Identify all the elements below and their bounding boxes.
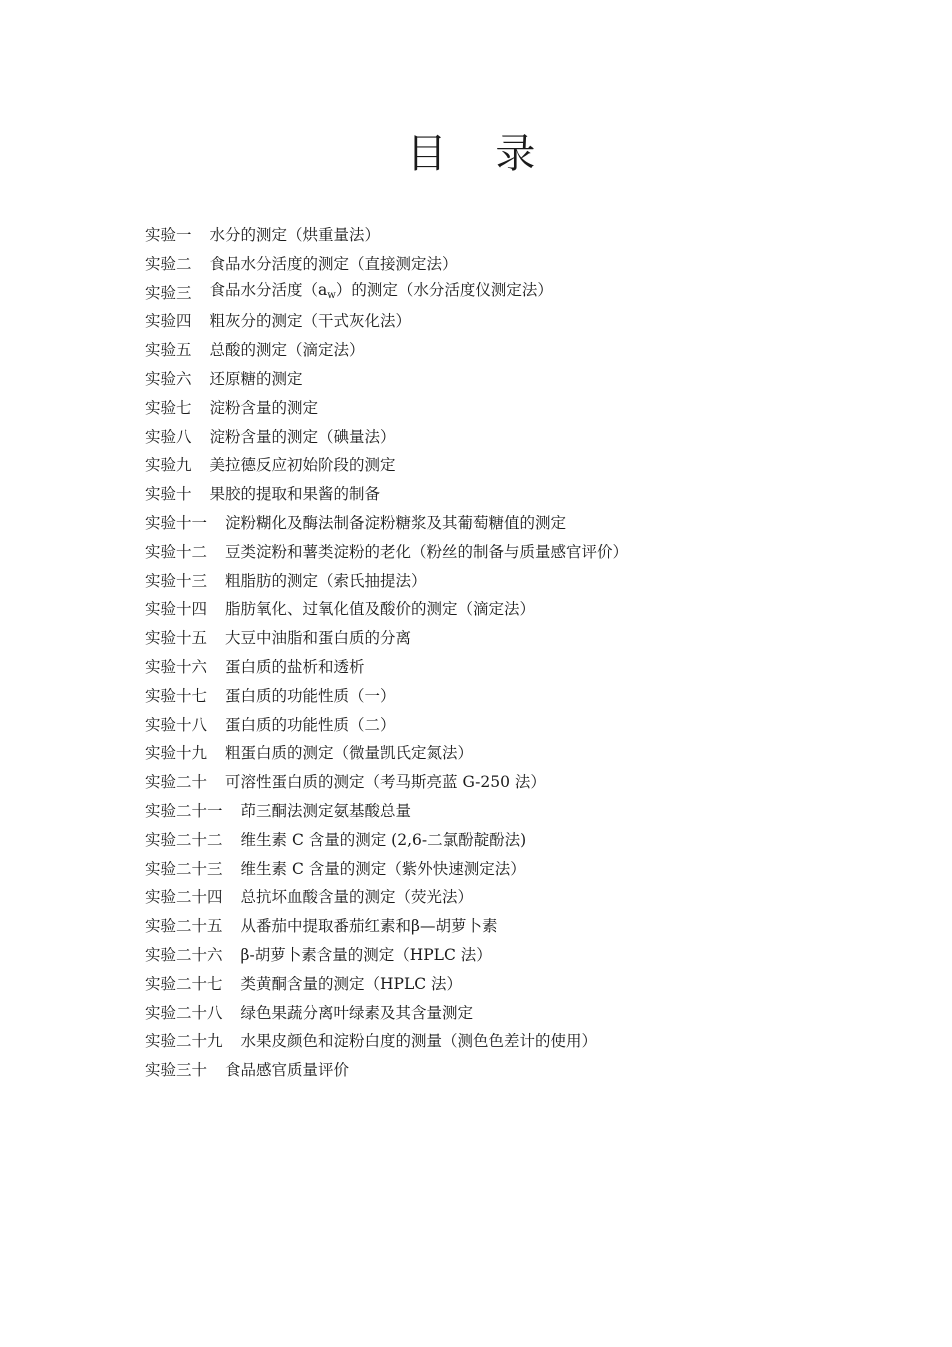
table-of-contents bbox=[145, 221, 628, 1085]
toc-entry bbox=[145, 768, 628, 797]
toc-entry-number: 实验二十七 bbox=[145, 974, 223, 993]
toc-entry-number: 实验二十六 bbox=[145, 945, 223, 964]
toc-entry-title: 从番茄中提取番茄红素和β—胡萝卜素 bbox=[240, 917, 498, 936]
toc-entry bbox=[145, 480, 628, 509]
toc-entry bbox=[145, 883, 628, 912]
toc-entry-number: 实验十 bbox=[145, 485, 192, 504]
toc-entry-title: 美拉德反应初始阶段的测定 bbox=[209, 456, 396, 475]
toc-entry bbox=[145, 797, 628, 826]
toc-entry bbox=[145, 250, 628, 279]
toc-entry-number: 实验十七 bbox=[145, 686, 208, 705]
toc-entry bbox=[145, 538, 628, 567]
toc-entry bbox=[145, 451, 628, 480]
toc-entry-title: 水果皮颜色和淀粉白度的测量（测色色差计的使用） bbox=[240, 1032, 598, 1051]
toc-entry-title: 淀粉含量的测定（碘量法） bbox=[209, 427, 396, 446]
toc-entry-number: 实验五 bbox=[145, 341, 192, 360]
toc-entry bbox=[145, 739, 628, 768]
toc-entry-title: 蛋白质的盐析和透析 bbox=[225, 657, 365, 676]
toc-entry-title-part: 食品水分活度（a bbox=[209, 280, 328, 299]
toc-entry-title: 类黄酮含量的测定（HPLC 法） bbox=[240, 974, 463, 993]
subscript-w: w bbox=[327, 289, 336, 301]
toc-entry-title: 水分的测定（烘重量法） bbox=[209, 226, 381, 244]
toc-entry bbox=[145, 394, 628, 423]
toc-entry-title bbox=[210, 276, 553, 311]
toc-entry-title: 蛋白质的功能性质（一） bbox=[225, 686, 396, 705]
toc-entry bbox=[145, 941, 628, 970]
toc-entry-number: 实验二十五 bbox=[145, 917, 223, 936]
toc-entry-title: 淀粉含量的测定 bbox=[209, 398, 319, 417]
toc-entry bbox=[145, 855, 628, 884]
toc-entry-number: 实验六 bbox=[145, 369, 192, 388]
toc-entry-number: 实验二十二 bbox=[145, 830, 223, 849]
toc-entry-number: 实验二十八 bbox=[145, 1003, 223, 1022]
toc-entry-number: 实验二十一 bbox=[145, 801, 223, 820]
toc-entry bbox=[145, 509, 628, 538]
toc-entry-number: 实验二 bbox=[145, 254, 192, 273]
toc-entry bbox=[145, 307, 628, 336]
toc-entry bbox=[145, 624, 628, 653]
toc-entry-number: 实验二十 bbox=[145, 773, 208, 792]
toc-entry bbox=[145, 912, 628, 941]
toc-entry-number: 实验二十四 bbox=[145, 888, 223, 907]
toc-entry bbox=[145, 423, 628, 452]
toc-entry-title-part: ）的测定（水分活度仪测定法） bbox=[335, 280, 553, 299]
toc-entry-number: 实验二十九 bbox=[145, 1032, 223, 1051]
toc-entry-title: 粗脂肪的测定（索氏抽提法） bbox=[225, 571, 427, 590]
toc-entry-title: 还原糖的测定 bbox=[209, 369, 303, 388]
toc-entry-title: 维生素 C 含量的测定（紫外快速测定法） bbox=[240, 859, 526, 878]
toc-entry bbox=[145, 221, 628, 250]
toc-entry bbox=[145, 567, 628, 596]
toc-entry-number: 实验四 bbox=[145, 312, 192, 331]
toc-entry bbox=[145, 826, 628, 855]
toc-entry-number: 实验三十 bbox=[145, 1061, 208, 1080]
toc-entry-title: 总酸的测定（滴定法） bbox=[209, 341, 365, 360]
toc-entry-number: 实验八 bbox=[145, 427, 192, 446]
toc-entry-title: 可溶性蛋白质的测定（考马斯亮蓝 G-250 法） bbox=[225, 773, 546, 792]
toc-entry-number: 实验三 bbox=[145, 283, 192, 302]
toc-entry bbox=[145, 595, 628, 624]
toc-entry bbox=[145, 970, 628, 999]
toc-entry bbox=[145, 1027, 628, 1056]
toc-entry bbox=[145, 653, 628, 682]
toc-entry-number: 实验十一 bbox=[145, 513, 208, 532]
toc-entry-title: β-胡萝卜素含量的测定（HPLC 法） bbox=[240, 945, 492, 964]
toc-entry-number: 实验一 bbox=[145, 226, 192, 244]
toc-entry-number: 实验二十三 bbox=[145, 859, 223, 878]
toc-entry bbox=[145, 279, 628, 308]
toc-entry-title: 蛋白质的功能性质（二） bbox=[225, 715, 396, 734]
toc-entry bbox=[145, 999, 628, 1028]
toc-entry-title: 脂肪氧化、过氧化值及酸价的测定（滴定法） bbox=[225, 600, 536, 619]
toc-entry-title: 豆类淀粉和薯类淀粉的老化（粉丝的制备与质量感官评价） bbox=[225, 542, 629, 561]
toc-entry-number: 实验十九 bbox=[145, 744, 208, 763]
toc-entry bbox=[145, 1056, 628, 1085]
toc-entry-number: 实验十六 bbox=[145, 657, 208, 676]
toc-entry-title: 维生素 C 含量的测定 (2,6-二氯酚靛酚法) bbox=[240, 830, 527, 849]
toc-entry-number: 实验十二 bbox=[145, 542, 208, 561]
toc-entry-number: 实验十四 bbox=[145, 600, 208, 619]
toc-entry bbox=[145, 682, 628, 711]
toc-entry-number: 实验十三 bbox=[145, 571, 208, 590]
toc-entry-title: 果胶的提取和果酱的制备 bbox=[209, 485, 381, 504]
toc-entry-title: 绿色果蔬分离叶绿素及其含量测定 bbox=[240, 1003, 474, 1022]
toc-entry-title: 大豆中油脂和蛋白质的分离 bbox=[225, 629, 412, 648]
toc-entry bbox=[145, 365, 628, 394]
toc-entry-title: 淀粉糊化及酶法制备淀粉糖浆及其葡萄糖值的测定 bbox=[225, 513, 567, 532]
toc-entry bbox=[145, 711, 628, 740]
toc-entry-number: 实验十五 bbox=[145, 629, 208, 648]
toc-entry-title: 食品感官质量评价 bbox=[225, 1061, 350, 1080]
toc-entry-title: 总抗坏血酸含量的测定（荧光法） bbox=[240, 888, 474, 907]
toc-entry-title: 茚三酮法测定氨基酸总量 bbox=[240, 801, 412, 820]
toc-entry-title: 粗蛋白质的测定（微量凯氏定氮法） bbox=[225, 744, 474, 763]
toc-entry bbox=[145, 336, 628, 365]
toc-entry-title: 粗灰分的测定（干式灰化法） bbox=[209, 312, 412, 331]
toc-entry-number: 实验九 bbox=[145, 456, 192, 475]
toc-entry-title: 食品水分活度的测定（直接测定法） bbox=[209, 254, 458, 273]
toc-entry-number: 实验七 bbox=[145, 398, 192, 417]
toc-entry-number: 实验十八 bbox=[145, 715, 208, 734]
page-title: 目 录 bbox=[406, 131, 554, 177]
